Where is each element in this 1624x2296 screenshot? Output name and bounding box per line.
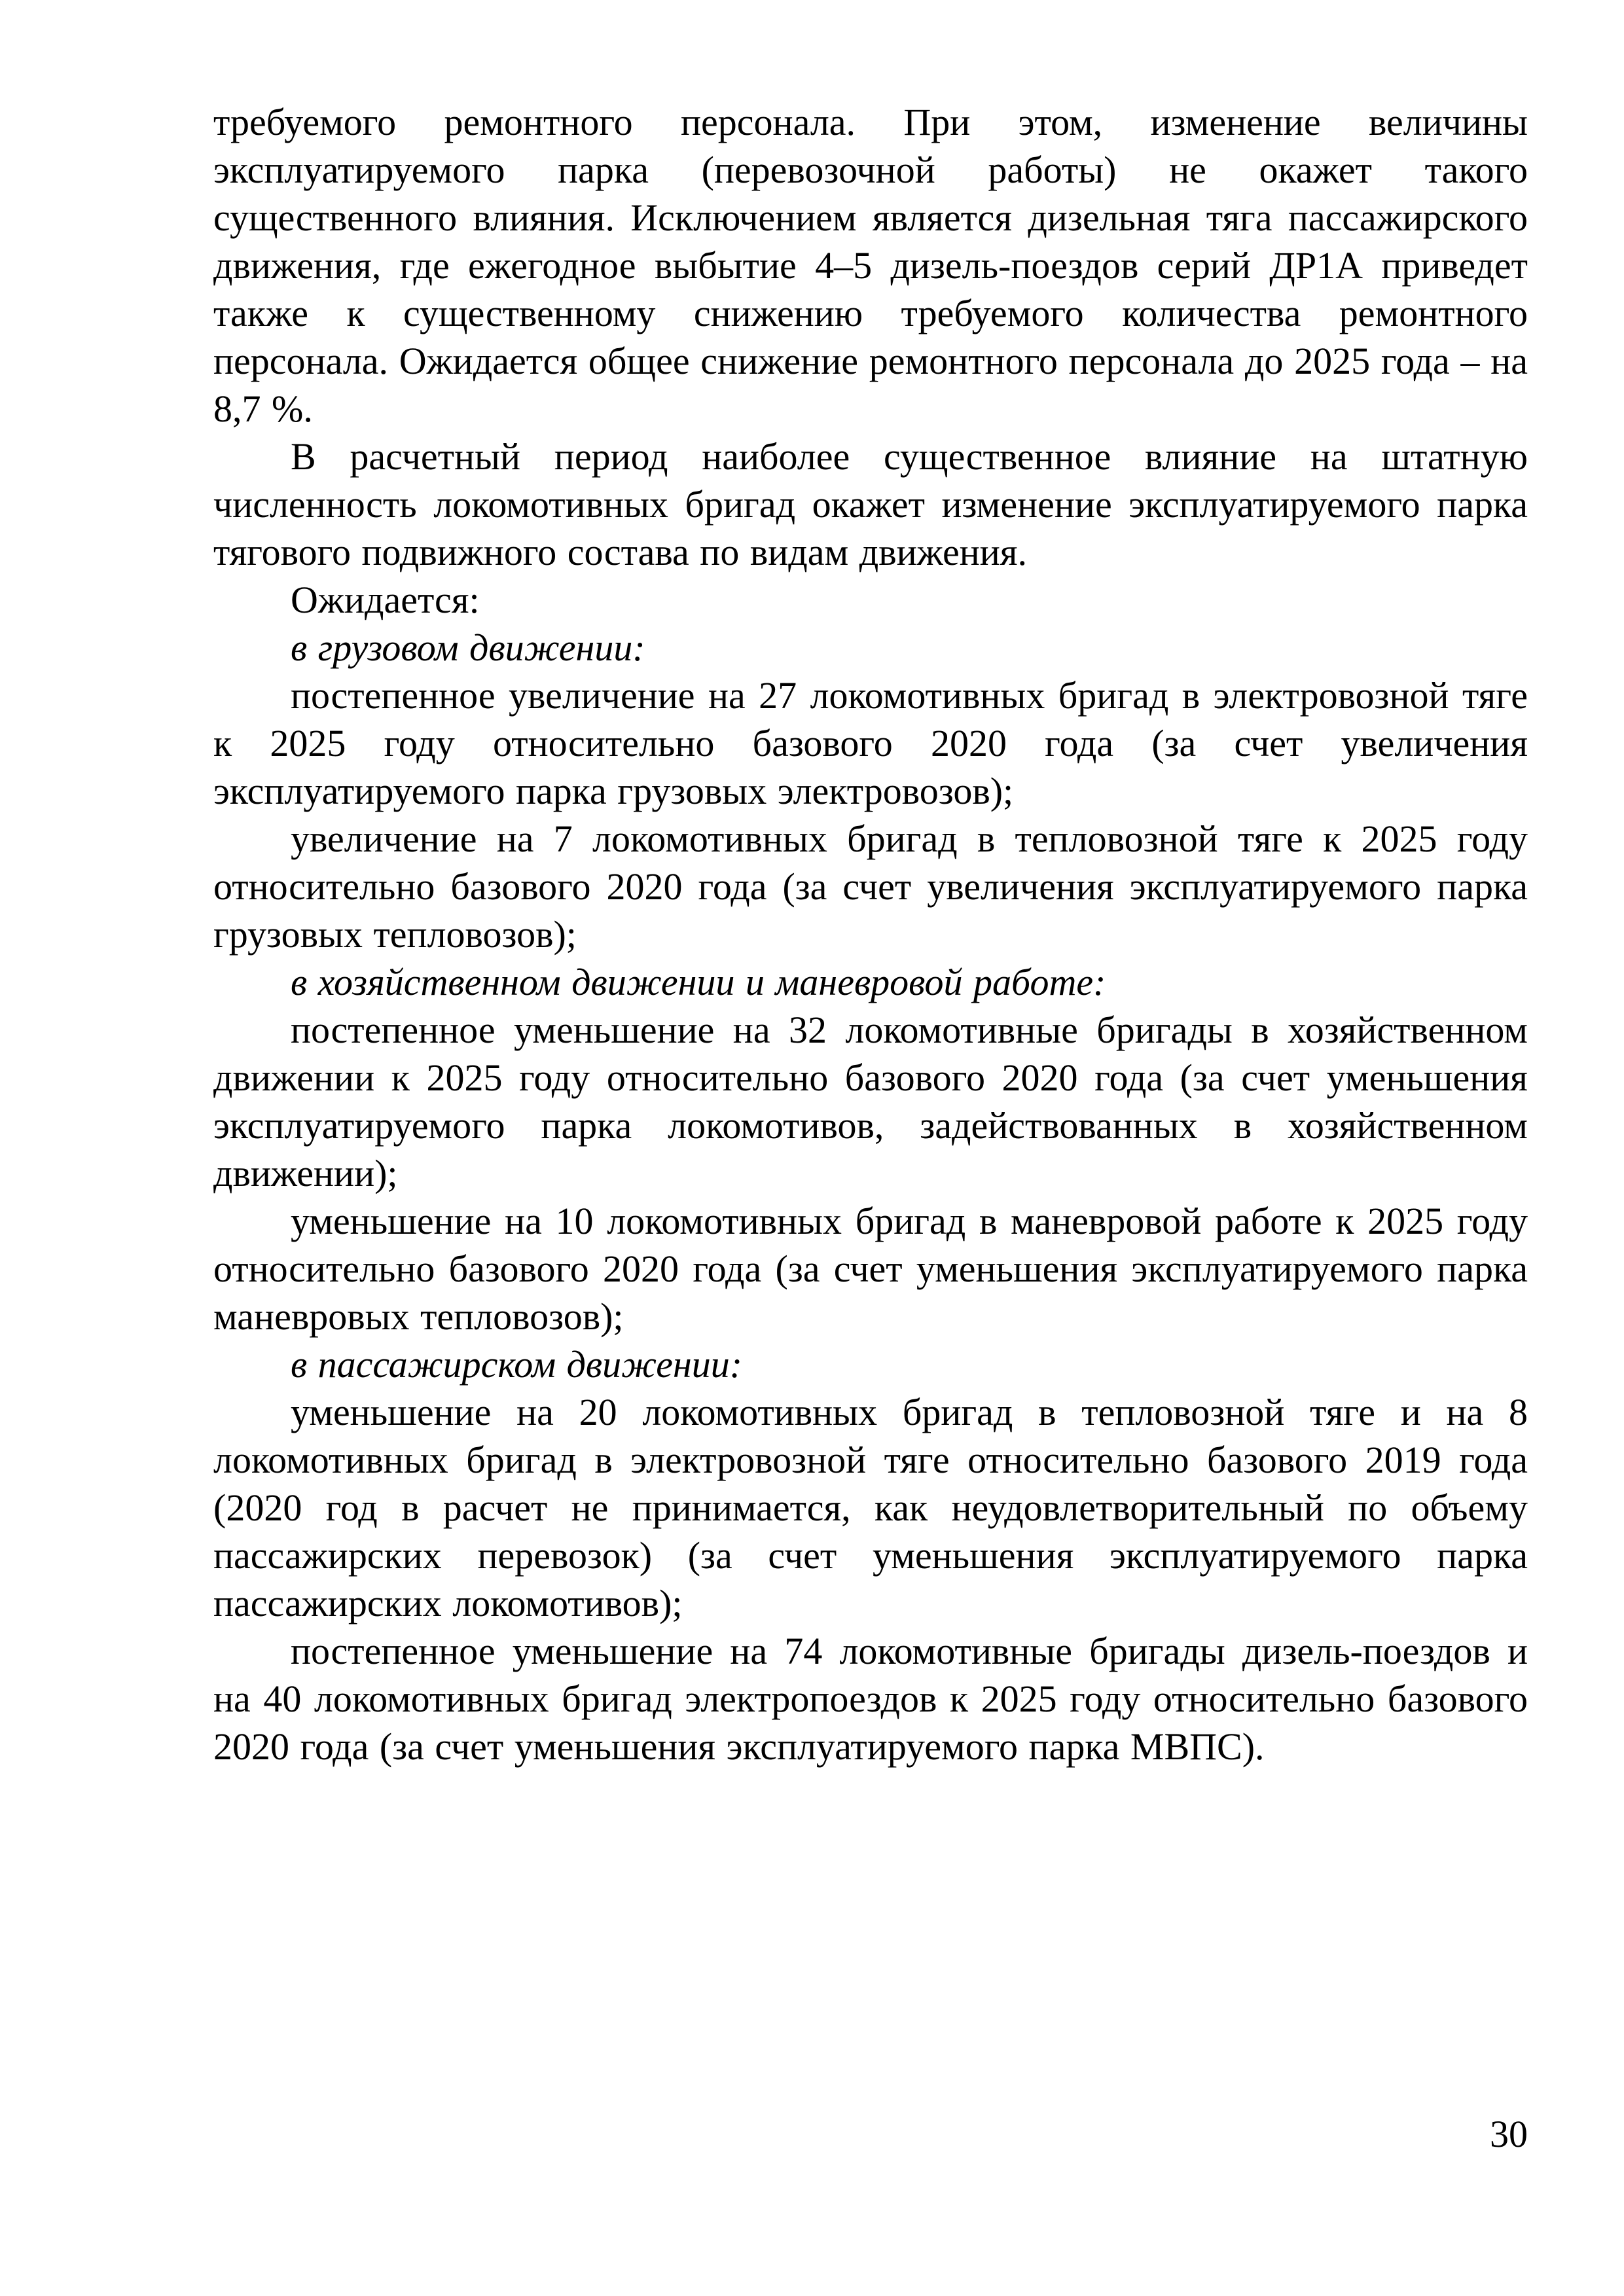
paragraph: постепенное увеличение на 27 локомотивных бригад в электровозной тяге к 2025 году относительно базового 2020 года (за счет увеличения эксплуатируемого парка грузовых электровозов); — [213, 674, 1528, 812]
paragraph: уменьшение на 20 локомотивных бригад в тепловозной тяге и на 8 локомотивных бригад в электровозной тяге относительно базового 2019 года (2020 год в расчет не принимается, как неудовлетворительный по объему пассажирских перевозок) (за счет уменьшения эксплуатируемого парка пассажирских локомотивов); — [213, 1391, 1528, 1624]
paragraph: в грузовом движении: — [291, 626, 645, 669]
paragraph: постепенное уменьшение на 32 локомотивные бригады в хозяйственном движении к 2025 году относительно базового 2020 года (за счет уменьшения эксплуатируемого парка локомотивов, задействованных в хозяйственном движении); — [213, 1009, 1528, 1194]
paragraph: увеличение на 7 локомотивных бригад в тепловозной тяге к 2025 году относительно базового 2020 года (за счет увеличения эксплуатируемого парка грузовых тепловозов); — [213, 817, 1528, 956]
paragraph: уменьшение на 10 локомотивных бригад в маневровой работе к 2025 году относительно базового 2020 года (за счет уменьшения эксплуатируемого парка маневровых тепловозов); — [213, 1200, 1528, 1338]
page-number: 30 — [1490, 2113, 1528, 2155]
paragraph: требуемого ремонтного персонала. При этом, изменение величины эксплуатируемого парка (перевозочной работы) не окажет такого существенного влияния. Исключением является дизельная тяга пассажирского движения, где ежегодное выбытие 4–5 дизель-поездов серий ДР1А приведет также к существенному снижению требуемого количества ремонтного персонала. Ожидается общее снижение ремонтного персонала до 2025 года – на 8,7 %. — [213, 101, 1528, 430]
paragraph: в хозяйственном движении и маневровой работе: — [291, 961, 1106, 1003]
paragraph: В расчетный период наиболее существенное влияние на штатную численность локомотивных бригад окажет изменение эксплуатируемого парка тягового подвижного состава по видам движения. — [213, 435, 1528, 573]
document-body — [213, 98, 1528, 1770]
paragraph: в пассажирском движении: — [291, 1343, 743, 1386]
paragraph: постепенное уменьшение на 74 локомотивные бригады дизель-поездов и на 40 локомотивных бригад электропоездов к 2025 году относительно базового 2020 года (за счет уменьшения эксплуатируемого парка МВПС). — [213, 1630, 1528, 1768]
paragraph: Ожидается: — [291, 579, 480, 621]
